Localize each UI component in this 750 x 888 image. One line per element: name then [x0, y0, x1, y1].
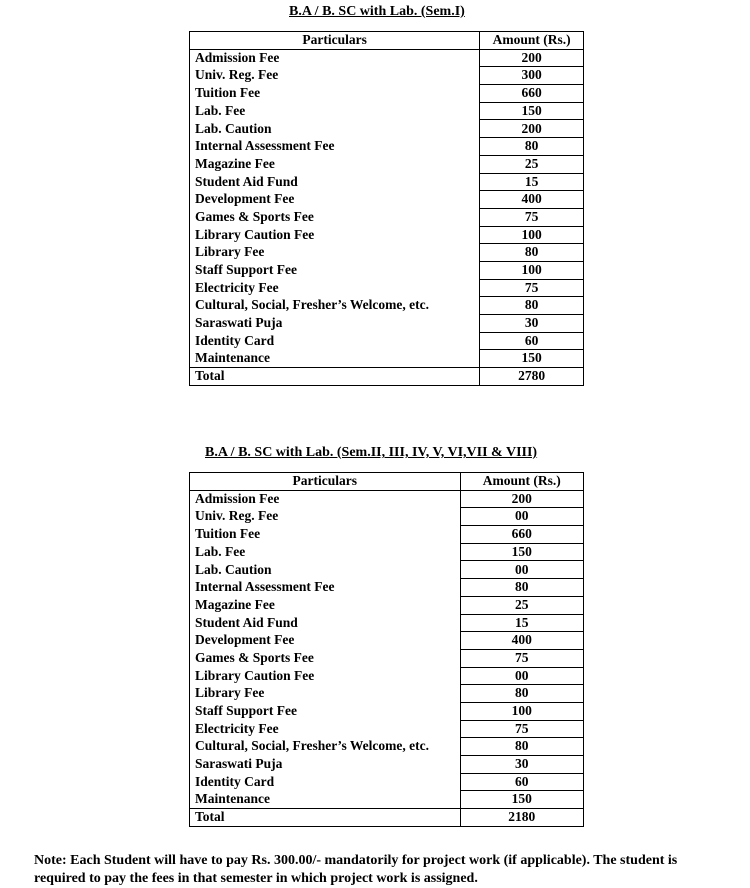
sem1-title: B.A / B. SC with Lab. (Sem.I): [289, 4, 465, 19]
fee-amount: 60: [480, 332, 584, 350]
fee-particular: Univ. Reg. Fee: [190, 67, 480, 85]
fee-amount: 300: [480, 67, 584, 85]
fee-particular: Identity Card: [190, 332, 480, 350]
table-row: [190, 791, 584, 809]
fee-amount: 150: [480, 102, 584, 120]
fee-particular: Student Aid Fund: [190, 614, 461, 632]
total-amount: 2780: [480, 368, 584, 386]
fee-particular: Cultural, Social, Fresher’s Welcome, etc.: [190, 297, 480, 315]
table-row: [190, 543, 584, 561]
total-label: Total: [190, 809, 461, 827]
sem1-rows: [190, 49, 584, 385]
sem2-rows: [190, 490, 584, 826]
fee-particular: Internal Assessment Fee: [190, 138, 480, 156]
fee-amount: 80: [460, 738, 583, 756]
fee-amount: 200: [460, 490, 583, 508]
table-row: [190, 773, 584, 791]
table-row: [190, 261, 584, 279]
fee-amount: 400: [460, 632, 583, 650]
fee-particular: Cultural, Social, Fresher’s Welcome, etc.: [190, 738, 461, 756]
sem1-header-amount: Amount (Rs.): [480, 32, 584, 50]
fee-amount: 80: [460, 579, 583, 597]
fee-amount: 150: [480, 350, 584, 368]
fee-particular: Tuition Fee: [190, 526, 461, 544]
table-row: [190, 738, 584, 756]
fee-particular: Identity Card: [190, 773, 461, 791]
fee-particular: Library Fee: [190, 685, 461, 703]
table-row: [190, 67, 584, 85]
sem2-header-particulars: Particulars: [190, 473, 461, 491]
table-row: [190, 614, 584, 632]
fee-particular: Lab. Caution: [190, 561, 461, 579]
fee-particular: Library Caution Fee: [190, 667, 461, 685]
fee-particular: Staff Support Fee: [190, 261, 480, 279]
table-row: [190, 667, 584, 685]
project-work-note: Note: Each Student will have to pay Rs. 300.00/- mandatorily for project work (if applicable). The student is required to pay the fees in that semester in which project work is assigned.: [34, 853, 678, 886]
table-row: [190, 649, 584, 667]
table-row: [190, 102, 584, 120]
fee-particular: Games & Sports Fee: [190, 649, 461, 667]
fee-amount: 75: [460, 649, 583, 667]
total-row: [190, 368, 584, 386]
fee-amount: 00: [460, 561, 583, 579]
table-row: [190, 596, 584, 614]
table-row: [190, 297, 584, 315]
fee-amount: 200: [480, 49, 584, 67]
fee-amount: 30: [480, 315, 584, 333]
table-row: [190, 138, 584, 156]
fee-amount: 100: [460, 702, 583, 720]
fee-particular: Saraswati Puja: [190, 315, 480, 333]
sem2-header-amount: Amount (Rs.): [460, 473, 583, 491]
total-amount: 2180: [460, 809, 583, 827]
fee-amount: 00: [460, 667, 583, 685]
table-row: [190, 173, 584, 191]
table-row: [190, 85, 584, 103]
fee-particular: Admission Fee: [190, 49, 480, 67]
table-row: [190, 685, 584, 703]
fee-amount: 100: [480, 261, 584, 279]
table-row: [190, 526, 584, 544]
fee-amount: 80: [480, 297, 584, 315]
fee-particular: Library Caution Fee: [190, 226, 480, 244]
fee-particular: Student Aid Fund: [190, 173, 480, 191]
fee-amount: 150: [460, 791, 583, 809]
table-row: [190, 702, 584, 720]
fee-amount: 150: [460, 543, 583, 561]
fee-amount: 660: [460, 526, 583, 544]
fee-particular: Games & Sports Fee: [190, 208, 480, 226]
table-row: [190, 191, 584, 209]
fee-particular: Electricity Fee: [190, 279, 480, 297]
fee-amount: 75: [460, 720, 583, 738]
table-row: [190, 756, 584, 774]
fee-amount: 400: [480, 191, 584, 209]
fee-particular: Admission Fee: [190, 490, 461, 508]
sem2-title: B.A / B. SC with Lab. (Sem.II, III, IV, V, VI,VII & VIII): [205, 445, 538, 460]
total-label: Total: [190, 368, 480, 386]
fee-particular: Tuition Fee: [190, 85, 480, 103]
table-row: [190, 561, 584, 579]
table-row: [190, 226, 584, 244]
fee-amount: 100: [480, 226, 584, 244]
table-row: [190, 155, 584, 173]
table-row: [190, 49, 584, 67]
table-row: [190, 332, 584, 350]
fee-particular: Lab. Fee: [190, 543, 461, 561]
fee-particular: Magazine Fee: [190, 596, 461, 614]
sem1-header-particulars: Particulars: [190, 32, 480, 50]
fee-particular: Maintenance: [190, 350, 480, 368]
fee-particular: Development Fee: [190, 632, 461, 650]
table-row: [190, 244, 584, 262]
fee-particular: Saraswati Puja: [190, 756, 461, 774]
table-row: [190, 579, 584, 597]
fee-particular: Electricity Fee: [190, 720, 461, 738]
fee-amount: 15: [480, 173, 584, 191]
table-row: [190, 120, 584, 138]
fee-amount: 75: [480, 208, 584, 226]
fee-particular: Magazine Fee: [190, 155, 480, 173]
fee-particular: Univ. Reg. Fee: [190, 508, 461, 526]
fee-amount: 25: [480, 155, 584, 173]
table-row: [190, 208, 584, 226]
fee-amount: 75: [480, 279, 584, 297]
fee-particular: Development Fee: [190, 191, 480, 209]
table-row: [190, 508, 584, 526]
fee-amount: 60: [460, 773, 583, 791]
fee-particular: Library Fee: [190, 244, 480, 262]
fee-particular: Lab. Caution: [190, 120, 480, 138]
table-row: [190, 279, 584, 297]
table-row: [190, 720, 584, 738]
fee-amount: 30: [460, 756, 583, 774]
total-row: [190, 809, 584, 827]
fee-particular: Lab. Fee: [190, 102, 480, 120]
fee-amount: 15: [460, 614, 583, 632]
table-row: [190, 315, 584, 333]
fee-particular: Internal Assessment Fee: [190, 579, 461, 597]
fee-amount: 200: [480, 120, 584, 138]
sem1-fee-table: [189, 31, 584, 386]
fee-particular: Maintenance: [190, 791, 461, 809]
fee-amount: 25: [460, 596, 583, 614]
table-row: [190, 490, 584, 508]
fee-amount: 00: [460, 508, 583, 526]
fee-amount: 80: [480, 138, 584, 156]
fee-amount: 660: [480, 85, 584, 103]
sem2-fee-table: [189, 472, 584, 827]
fee-particular: Staff Support Fee: [190, 702, 461, 720]
fee-amount: 80: [460, 685, 583, 703]
table-row: [190, 632, 584, 650]
fee-amount: 80: [480, 244, 584, 262]
table-row: [190, 350, 584, 368]
